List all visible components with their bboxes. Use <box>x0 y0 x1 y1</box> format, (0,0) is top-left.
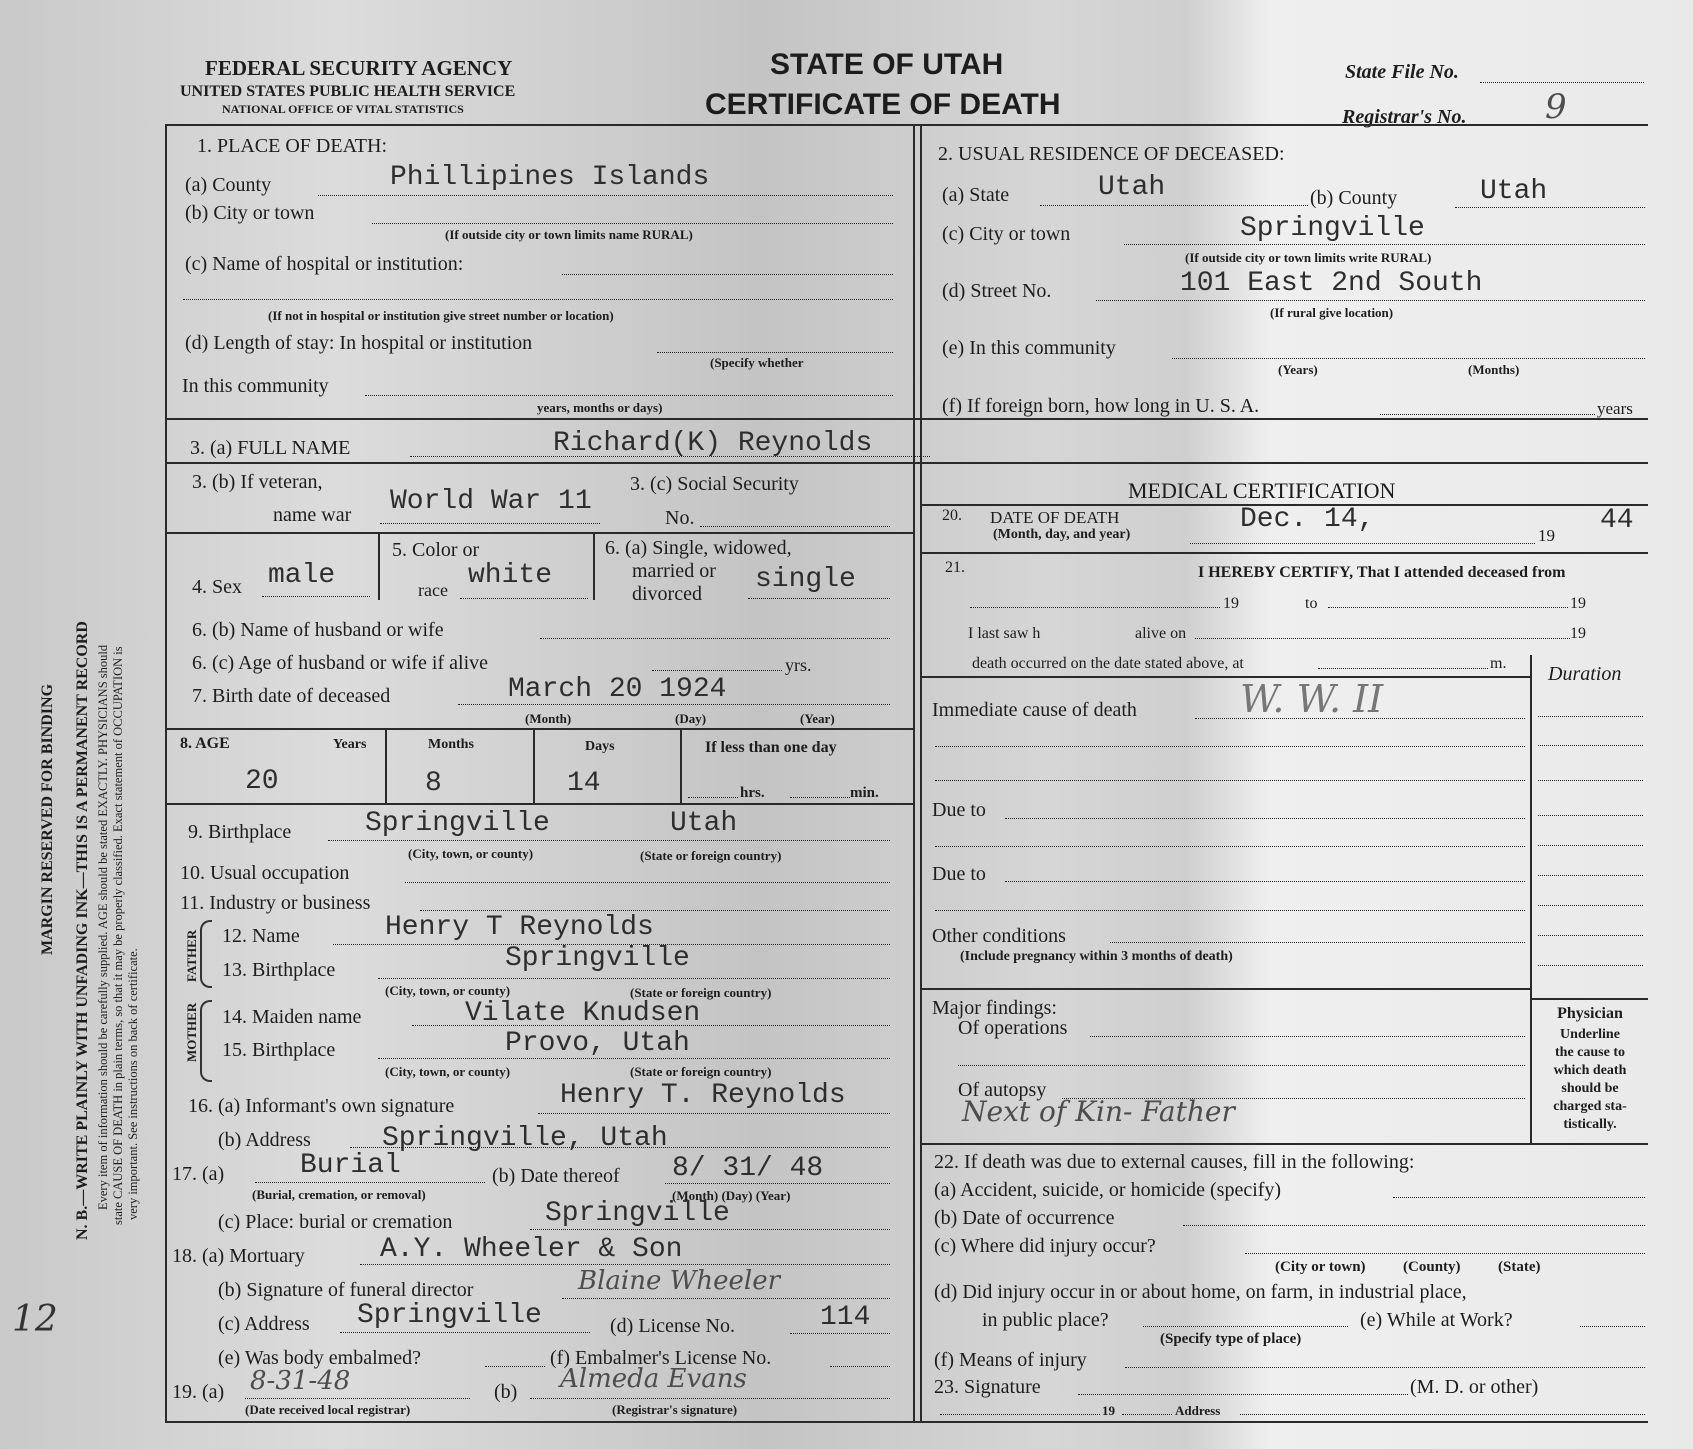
dod-line <box>1190 543 1535 544</box>
duration-line-8 <box>1538 935 1643 936</box>
license-value: 114 <box>820 1302 871 1333</box>
father-name-value: Henry T Reynolds <box>385 912 654 943</box>
veteran-line <box>380 523 600 524</box>
death-county-line <box>318 195 893 196</box>
state-file-line <box>1480 82 1644 83</box>
state-file-label: State File No. <box>1345 61 1459 83</box>
funeral-director-sig-line <box>562 1298 890 1299</box>
signature-label: 23. Signature <box>934 1376 1041 1398</box>
other-conditions-note: (Include pregnancy within 3 months of death) <box>960 949 1233 964</box>
margin-instr-2: state CAUSE OF DEATH in plain terms, so that it may be properly classified. Exact statement of OCCUPATION is <box>111 646 125 1225</box>
residence-street-line <box>1096 300 1645 301</box>
informant-address-label: (b) Address <box>218 1129 311 1151</box>
veteran-label-2: name war <box>273 504 352 526</box>
residence-community-label: (e) In this community <box>942 337 1116 359</box>
birthplace-line <box>328 840 890 841</box>
marital-line <box>748 598 890 599</box>
physician-line-3: which death <box>1553 1063 1627 1078</box>
color-value: white <box>468 560 553 591</box>
due-to-label-1: Due to <box>932 799 986 821</box>
external-d-label-1: (d) Did injury occur in or about home, on farm, in industrial place, <box>934 1281 1467 1303</box>
dod-year-prefix: 19 <box>1538 526 1555 545</box>
burial-date-value: 8/ 31/ 48 <box>672 1153 824 1184</box>
signature-address-label: Address <box>1175 1403 1221 1418</box>
hrs-label: hrs. <box>740 785 765 801</box>
hrs-line <box>688 797 738 798</box>
birth-date-value: March 20 1924 <box>508 674 727 705</box>
spouse-age-label: 6. (c) Age of husband or wife if alive <box>192 652 489 674</box>
other-conditions-label: Other conditions <box>932 925 1066 947</box>
alive-on-label: alive on <box>1135 625 1187 642</box>
external-b-line <box>1183 1225 1645 1226</box>
due-to-line-1b <box>935 846 1525 847</box>
major-findings-top <box>920 988 1530 990</box>
signature-date-line-2 <box>1122 1414 1172 1415</box>
residence-state-value: Utah <box>1098 172 1166 203</box>
registrar-a-note: (Date received local registrar) <box>245 1402 411 1417</box>
mother-birthplace-label: 15. Birthplace <box>222 1039 336 1061</box>
external-d-label-2: in public place? <box>982 1309 1109 1331</box>
stay-line <box>657 352 893 353</box>
duration-line-2 <box>1538 745 1643 746</box>
ss-label-1: 3. (c) Social Security <box>630 473 799 495</box>
margin-ink-note: N. B.—WRITE PLAINLY WITH UNFADING INK—THIS IS A PERMANENT RECORD <box>74 621 91 1240</box>
registrar-a-value: 8-31-48 <box>250 1366 351 1396</box>
age-label: 8. AGE <box>180 735 230 752</box>
father-name-label: 12. Name <box>222 925 300 947</box>
birthplace-state-value: Utah <box>670 808 738 839</box>
residence-years-note: (Years) <box>1278 362 1318 377</box>
margin-instr-3: very important. See instructions on back of certificate. <box>126 948 140 1220</box>
father-side-label: FATHER <box>184 929 199 982</box>
office-name: NATIONAL OFFICE OF VITAL STATISTICS <box>222 102 464 116</box>
signature-suffix: (M. D. or other) <box>1410 1376 1539 1398</box>
external-e-label: (e) While at Work? <box>1360 1309 1513 1331</box>
last-saw-label: I last saw h <box>968 625 1041 642</box>
mother-state-note: (State or foreign country) <box>630 1064 772 1079</box>
burial-place-value: Springville <box>545 1198 730 1229</box>
residence-street-value: 101 East 2nd South <box>1180 268 1483 299</box>
dod-num: 20. <box>942 507 962 524</box>
duration-line-3 <box>1538 780 1643 781</box>
cert-to: to <box>1305 595 1318 612</box>
physician-line-2: the cause to <box>1555 1045 1625 1060</box>
frame-center <box>913 124 915 1421</box>
birthplace-city-note: (City, town, or county) <box>408 846 534 861</box>
min-line <box>790 797 850 798</box>
age-days-label: Days <box>585 739 615 754</box>
death-city-line <box>372 223 893 224</box>
spouse-age-yrs: yrs. <box>785 655 812 675</box>
occupation-label: 10. Usual occupation <box>180 862 350 884</box>
birth-month-note: (Month) <box>525 711 572 726</box>
operations-line <box>1090 1036 1525 1037</box>
ss-label-2: No. <box>665 507 695 529</box>
residence-street-label: (d) Street No. <box>942 280 1052 302</box>
embalmer-license-label: (f) Embalmer's License No. <box>550 1347 772 1369</box>
signature-line <box>1078 1394 1408 1395</box>
cert-num: 21. <box>945 559 965 576</box>
birthplace-label: 9. Birthplace <box>188 821 292 843</box>
mortuary-address-value: Springville <box>357 1300 542 1331</box>
signature-date-line <box>940 1414 1100 1415</box>
physician-line-6: tistically. <box>1563 1117 1617 1132</box>
death-city-note: (If outside city or town limits name RURAL) <box>445 227 693 242</box>
margin-binding-note: MARGIN RESERVED FOR BINDING <box>39 683 56 955</box>
burial-a-label: 17. (a) <box>172 1163 225 1185</box>
burial-date-label: (b) Date thereof <box>492 1165 620 1187</box>
community-note: years, months or days) <box>537 400 663 415</box>
father-birthplace-label: 13. Birthplace <box>222 959 336 981</box>
external-top <box>920 1143 1648 1145</box>
place-of-death-heading: 1. PLACE OF DEATH: <box>197 135 388 157</box>
color-label-2: race <box>418 580 448 600</box>
signature-19: 19 <box>1102 1403 1115 1418</box>
industry-line <box>420 910 890 911</box>
industry-label: 11. Industry or business <box>180 892 371 914</box>
frame-center-2 <box>920 124 922 1421</box>
mortuary-label: 18. (a) Mortuary <box>172 1245 305 1267</box>
operations-label: Of operations <box>958 1017 1068 1039</box>
due-to-line-2 <box>1005 881 1525 882</box>
foreign-born-label: (f) If foreign born, how long in U. S. A. <box>942 395 1260 417</box>
external-f-line <box>1125 1367 1645 1368</box>
burial-a-line <box>255 1182 485 1183</box>
alive-on-line <box>1195 638 1570 639</box>
dod-label-2: (Month, day, and year) <box>993 527 1131 542</box>
duration-line-6 <box>1538 875 1643 876</box>
due-to-line-1 <box>1005 818 1525 819</box>
duration-line-1 <box>1538 716 1643 717</box>
age-days-value: 14 <box>567 768 601 799</box>
spouse-age-line <box>652 670 782 671</box>
sex-value: male <box>268 560 336 591</box>
cert-from-line <box>970 607 1220 608</box>
state-title: STATE OF UTAH <box>770 48 1004 81</box>
external-heading: 22. If death was due to external causes, fill in the following: <box>934 1151 1415 1173</box>
registrar-b-label: (b) <box>494 1381 518 1403</box>
informant-address-value: Springville, Utah <box>382 1123 668 1154</box>
license-line <box>790 1333 890 1334</box>
immediate-cause-label: Immediate cause of death <box>932 699 1137 721</box>
marital-label-3: divorced <box>632 583 702 605</box>
burial-a-value: Burial <box>300 1150 401 1181</box>
age-years-label: Years <box>333 737 367 752</box>
margin-handmark: 12 <box>12 1299 58 1340</box>
age-row-bottom <box>165 803 913 805</box>
external-a-label: (a) Accident, suicide, or homicide (specify) <box>934 1179 1282 1201</box>
birthplace-state-note: (State or foreign country) <box>640 848 782 863</box>
informant-sig-value: Henry T. Reynolds <box>560 1080 846 1111</box>
duration-column-divider <box>1530 655 1532 1143</box>
external-c-line <box>1245 1253 1645 1254</box>
external-e-line <box>1580 1326 1645 1327</box>
external-f-label: (f) Means of injury <box>934 1349 1087 1371</box>
row-sex-top <box>165 532 913 534</box>
physician-box-top <box>1530 998 1648 1000</box>
birth-day-note: (Day) <box>675 711 707 726</box>
dod-label-1: DATE OF DEATH <box>990 508 1120 527</box>
burial-date-note: (Month) (Day) (Year) <box>672 1188 791 1203</box>
residence-months-note: (Months) <box>1468 362 1520 377</box>
spouse-name-label: 6. (b) Name of husband or wife <box>192 619 444 641</box>
mortuary-value: A.Y. Wheeler & Son <box>380 1234 683 1265</box>
agency-name: FEDERAL SECURITY AGENCY <box>205 56 513 80</box>
registrar-b-value: Almeda Evans <box>560 1364 747 1394</box>
external-d-note: (Specify type of place) <box>1160 1331 1302 1347</box>
birth-date-label: 7. Birth date of deceased <box>192 685 391 707</box>
residence-street-note: (If rural give location) <box>1270 305 1394 320</box>
major-findings-label: Major findings: <box>932 997 1057 1019</box>
burial-a-note: (Burial, cremation, or removal) <box>252 1187 426 1202</box>
immediate-cause-value: W. W. II <box>1240 677 1384 721</box>
registrar-a-line <box>245 1398 470 1399</box>
mother-name-label: 14. Maiden name <box>222 1006 362 1028</box>
funeral-director-sig-value: Blaine Wheeler <box>578 1266 781 1296</box>
age-years-value: 20 <box>245 766 279 797</box>
residence-city-note: (If outside city or town limits write RURAL) <box>1185 250 1432 265</box>
external-b-label: (b) Date of occurrence <box>934 1207 1115 1229</box>
duration-line-4 <box>1538 815 1643 816</box>
duration-line-7 <box>1538 905 1643 906</box>
father-city-note: (City, town, or county) <box>385 983 511 998</box>
veteran-value: World War 11 <box>390 486 592 517</box>
cert-to-19: 19 <box>1570 595 1586 612</box>
mother-brace <box>200 1000 212 1082</box>
physician-line-5: charged sta- <box>1553 1099 1627 1114</box>
community-label: In this community <box>182 375 329 397</box>
hospital-line-2 <box>183 299 893 300</box>
cert-to-line <box>1328 607 1568 608</box>
marital-label-2: married or <box>632 560 716 582</box>
informant-sig-label: 16. (a) Informant's own signature <box>188 1095 455 1117</box>
death-county-label: (a) County <box>185 174 272 196</box>
death-occurred-label: death occurred on the date stated above, at <box>972 655 1244 672</box>
burial-place-line <box>530 1229 890 1230</box>
mother-city-note: (City, town, or county) <box>385 1064 511 1079</box>
embalmed-line <box>485 1366 545 1367</box>
marital-label-1: 6. (a) Single, widowed, <box>605 537 792 559</box>
residence-city-line <box>1124 244 1645 245</box>
burial-place-label: (c) Place: burial or cremation <box>218 1211 453 1233</box>
community-line <box>365 395 893 396</box>
license-label: (d) License No. <box>610 1315 735 1337</box>
mother-birthplace-value: Provo, Utah <box>505 1028 690 1059</box>
birth-year-note: (Year) <box>800 711 835 726</box>
dod-row-bottom <box>920 552 1648 554</box>
residence-county-line <box>1455 207 1645 208</box>
residence-community-line <box>1172 358 1645 359</box>
medical-heading: MEDICAL CERTIFICATION <box>1128 478 1396 503</box>
occupation-line <box>405 882 890 883</box>
residence-county-label: (b) County <box>1310 187 1398 209</box>
mother-side-label: MOTHER <box>184 1002 199 1062</box>
hospital-note: (If not in hospital or institution give street number or location) <box>268 308 614 323</box>
stay-label: (d) Length of stay: In hospital or institution <box>185 332 533 354</box>
father-birthplace-value: Springville <box>505 943 690 974</box>
embalmed-label: (e) Was body embalmed? <box>218 1347 421 1369</box>
residence-county-value: Utah <box>1480 176 1548 207</box>
duration-line-9 <box>1538 965 1643 966</box>
operations-line-2 <box>958 1065 1525 1066</box>
sex-divider <box>378 532 380 600</box>
dod-year-value: 44 <box>1600 505 1634 536</box>
certificate-title: CERTIFICATE OF DEATH <box>705 88 1061 121</box>
residence-heading: 2. USUAL RESIDENCE OF DECEASED: <box>938 143 1285 165</box>
registrar-no-value: 9 <box>1545 87 1567 127</box>
external-c-notes: (City or town) (County) (State) <box>1275 1259 1541 1275</box>
external-d-line <box>1143 1326 1348 1327</box>
alive-on-19: 19 <box>1570 625 1586 642</box>
cause-line-3 <box>935 780 1525 781</box>
age-less-day-label: If less than one day <box>705 739 837 756</box>
sex-label: 4. Sex <box>192 576 242 598</box>
signature-address-line <box>1240 1414 1645 1415</box>
dod-value: Dec. 14, <box>1240 504 1375 535</box>
ss-line <box>700 526 890 527</box>
margin-instr-1: Every item of information should be carefully supplied. AGE should be stated EXACTLY. PHYSICIANS should <box>96 644 110 1210</box>
color-line <box>460 598 588 599</box>
residence-state-label: (a) State <box>942 184 1010 206</box>
age-row-top <box>165 728 913 730</box>
mother-name-value: Vilate Knudsen <box>465 998 701 1029</box>
registrar-a-label: 19. (a) <box>172 1381 225 1403</box>
physician-line-4: should be <box>1561 1081 1619 1096</box>
min-label: min. <box>850 785 879 801</box>
age-divider-3 <box>680 728 682 803</box>
full-name-value: Richard(K) Reynolds <box>553 428 873 459</box>
death-city-label: (b) City or town <box>185 202 315 224</box>
autopsy-label: Of autopsy <box>958 1079 1047 1101</box>
veteran-label-1: 3. (b) If veteran, <box>192 471 323 493</box>
cause-line-2 <box>935 746 1525 747</box>
foreign-born-line <box>1380 414 1595 415</box>
external-a-line <box>1393 1197 1645 1198</box>
residence-city-value: Springville <box>1240 213 1425 244</box>
age-divider-2 <box>533 728 535 803</box>
cert-text: I HEREBY CERTIFY, That I attended deceased from <box>1198 564 1566 581</box>
mortuary-address-line <box>340 1332 590 1333</box>
registrar-no-label: Registrar's No. <box>1342 106 1467 128</box>
funeral-director-sig-label: (b) Signature of funeral director <box>218 1279 474 1301</box>
frame-top <box>165 124 1648 126</box>
cert-from-19: 19 <box>1223 595 1239 612</box>
sex-line <box>262 596 370 597</box>
residence-city-label: (c) City or town <box>942 223 1071 245</box>
mortuary-address-label: (c) Address <box>218 1313 310 1335</box>
full-name-label: 3. (a) FULL NAME <box>190 437 351 459</box>
hospital-label: (c) Name of hospital or institution: <box>185 253 464 275</box>
duration-line-5 <box>1538 845 1643 846</box>
external-c-label: (c) Where did injury occur? <box>934 1235 1156 1257</box>
registrar-b-line <box>530 1398 890 1399</box>
name-row-bottom <box>165 462 1648 464</box>
death-county-value: Phillipines Islands <box>390 162 710 193</box>
embalmer-license-line <box>830 1366 890 1367</box>
frame-left <box>165 124 167 1421</box>
due-to-line-2b <box>935 910 1525 911</box>
physician-line-1: Underline <box>1560 1027 1620 1042</box>
service-name: UNITED STATES PUBLIC HEALTH SERVICE <box>180 83 516 100</box>
informant-sig-line <box>538 1113 890 1114</box>
physician-head: Physician <box>1557 1005 1623 1022</box>
marital-value: single <box>755 564 856 595</box>
duration-label: Duration <box>1548 663 1622 685</box>
cause-top-line <box>920 676 1530 678</box>
age-months-label: Months <box>428 737 474 752</box>
section-1-bottom <box>165 418 1648 420</box>
death-occurred-m: m. <box>1490 655 1507 672</box>
frame-bottom <box>165 1421 1648 1423</box>
death-occurred-line <box>1318 668 1488 669</box>
birthplace-city-value: Springville <box>365 808 550 839</box>
foreign-born-suffix: years <box>1597 399 1633 418</box>
hospital-line-1 <box>562 274 893 275</box>
due-to-label-2: Due to <box>932 863 986 885</box>
age-months-value: 8 <box>425 768 442 799</box>
color-label-1: 5. Color or <box>392 539 480 561</box>
autopsy-value: Next of Kin- Father <box>962 1095 1235 1128</box>
residence-state-line <box>1040 205 1308 206</box>
stay-note: (Specify whether <box>710 355 804 370</box>
spouse-name-line <box>540 638 890 639</box>
registrar-b-note: (Registrar's signature) <box>612 1402 738 1417</box>
father-brace <box>200 920 212 988</box>
father-birthplace-line <box>378 978 890 979</box>
color-divider <box>593 532 595 600</box>
father-state-note: (State or foreign country) <box>630 985 772 1000</box>
age-divider-1 <box>385 728 387 803</box>
other-conditions-line <box>1110 942 1525 943</box>
